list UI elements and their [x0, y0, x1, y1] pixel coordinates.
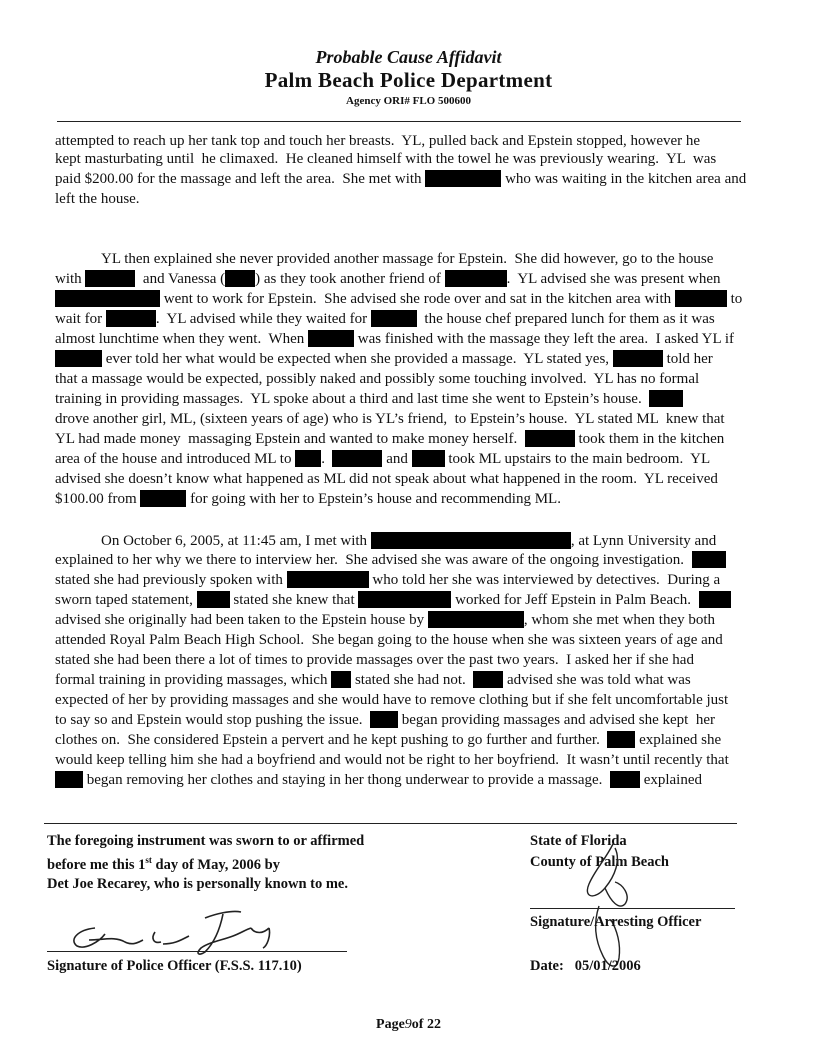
redaction-block — [55, 771, 83, 788]
page-number: Page9of 22 — [376, 1017, 441, 1032]
sworn-statement — [47, 832, 364, 894]
body-line: almost lunchtime when they went. When was finished with the massage they left the area. I asked YL if — [55, 331, 735, 347]
body-line: left the house. — [55, 191, 140, 207]
body-line: ever told her what would be expected when she provided a massage. YL stated yes, told her — [55, 350, 713, 368]
body-line: went to work for Epstein. She advised she rode over and sat in the kitchen area with to — [55, 290, 742, 308]
redaction-block — [425, 170, 501, 187]
body-line: area of the house and introduced ML to . and took ML upstairs to the main bedroom. YL — [55, 451, 711, 467]
body-line: YL then explained she never provided another massage for Epstein. She did however, go to the house — [101, 251, 714, 267]
body-line: stated she had previously spoken with who told her she was interviewed by detectives. During a — [55, 572, 721, 588]
redaction-block — [525, 430, 575, 447]
agency-ori: Agency ORI# FLO 500600 — [346, 95, 471, 107]
arresting-officer-label: Signature/Arresting Officer — [530, 914, 702, 930]
department-name: Palm Beach Police Department — [264, 68, 553, 92]
body-line: advised she doesn’t know what happened as ML did not speak about what happened in the room. YL received — [55, 471, 718, 487]
body-line: paid $200.00 for the massage and left the area. She met with who was waiting in the kitchen area and — [55, 171, 747, 187]
redaction-block — [692, 551, 726, 568]
body-line: $100.00 from for going with her to Epstein’s house and recommending ML. — [55, 491, 561, 507]
body-line: On October 6, 2005, at 11:45 am, I met with , at Lynn University and — [101, 533, 717, 549]
redaction-block — [55, 290, 160, 307]
body-line: expected of her by providing massages and she would have to remove clothing but if she felt uncomfortable just — [55, 692, 729, 708]
officer-signature-label: Signature of Police Officer (F.S.S. 117.10) — [47, 958, 302, 974]
redaction-block — [428, 611, 524, 628]
body-line: explained to her why we there to interview her. She advised she was aware of the ongoing investigation. — [55, 551, 726, 569]
header-rule — [57, 121, 741, 122]
redaction-block — [197, 591, 230, 608]
body-line: wait for . YL advised while they waited for the house chef prepared lunch for them as it was — [55, 311, 715, 327]
body-line: to say so and Epstein would stop pushing the issue. began providing massages and advised she kept her — [55, 712, 715, 728]
body-line: attended Royal Palm Beach High School. She began going to the house when she was sixteen years of age and — [55, 632, 723, 648]
sworn-line-1: The foregoing instrument was sworn to or affirmed — [47, 833, 365, 849]
redaction-block — [371, 310, 417, 327]
body-line: kept masturbating until he climaxed. He cleaned himself with the towel he was previously wearing. YL was — [55, 151, 717, 167]
redaction-block — [610, 771, 640, 788]
body-line: would keep telling him she had a boyfriend and would not be right to her boyfriend. It wasn’t until recently that — [55, 752, 729, 768]
redaction-block — [106, 310, 156, 327]
body-line: stated she had been there a lot of times to provide massages over the past two years. I asked her if she had — [55, 652, 694, 668]
redaction-block — [370, 711, 398, 728]
date-field — [530, 957, 641, 976]
date-label: Date: — [530, 958, 564, 974]
redaction-block — [308, 330, 354, 347]
redaction-block — [55, 350, 102, 367]
redaction-block — [371, 532, 571, 549]
body-line: formal training in providing massages, which stated she had not. advised she was told what was — [55, 672, 691, 688]
body-line: drove another girl, ML, (sixteen years of age) who is YL’s friend, to Epstein’s house. YL stated ML knew that — [55, 411, 725, 427]
redaction-block — [295, 450, 321, 467]
redaction-block — [85, 270, 135, 287]
sworn-line-2: before me this 1st day of May, 2006 by — [47, 855, 280, 873]
body-line: began removing her clothes and staying in her thong underwear to provide a massage. explained — [55, 771, 702, 789]
document-title: Probable Cause Affidavit — [315, 47, 502, 67]
redaction-block — [699, 591, 731, 608]
body-line: with and Vanessa ( ) as they took another friend of . YL advised she was present when — [55, 271, 721, 287]
redaction-block — [332, 450, 382, 467]
footer-rule — [44, 823, 737, 824]
body-line: that a massage would be expected, possibly naked and possibly some touching involved. YL has no formal — [55, 371, 700, 387]
redaction-block — [649, 390, 683, 407]
officer-signature-line — [47, 951, 347, 952]
body-line: attempted to reach up her tank top and touch her breasts. YL, pulled back and Epstein stopped, however he — [55, 133, 701, 149]
redaction-block — [445, 270, 507, 287]
redaction-block — [613, 350, 663, 367]
redaction-block — [412, 450, 445, 467]
body-line: advised she originally had been taken to the Epstein house by , whom she met when they both — [55, 612, 716, 628]
state-of-florida: State of Florida — [530, 833, 627, 849]
redaction-block — [675, 290, 727, 307]
redaction-block — [140, 490, 186, 507]
redaction-block — [607, 731, 635, 748]
redaction-block — [287, 571, 369, 588]
body-line: YL had made money massaging Epstein and wanted to make money herself. took them in the kitchen — [55, 431, 725, 447]
body-line: training in providing massages. YL spoke about a third and last time she went to Epstein’s house. — [55, 390, 683, 408]
redaction-block — [331, 671, 351, 688]
body-line: clothes on. She considered Epstein a pervert and he kept pushing to go further and further. explained she — [55, 732, 722, 748]
arresting-signature-line — [530, 908, 735, 909]
date-value: 05/01/2006 — [574, 958, 641, 974]
body-line: sworn taped statement, stated she knew that worked for Jeff Epstein in Palm Beach. — [55, 591, 731, 609]
redaction-block — [358, 591, 451, 608]
redaction-block — [473, 671, 503, 688]
county-palm-beach: County of Palm Beach — [530, 854, 669, 870]
sworn-line-3: Det Joe Recarey, who is personally known to me. — [47, 875, 348, 892]
redaction-block — [225, 270, 255, 287]
